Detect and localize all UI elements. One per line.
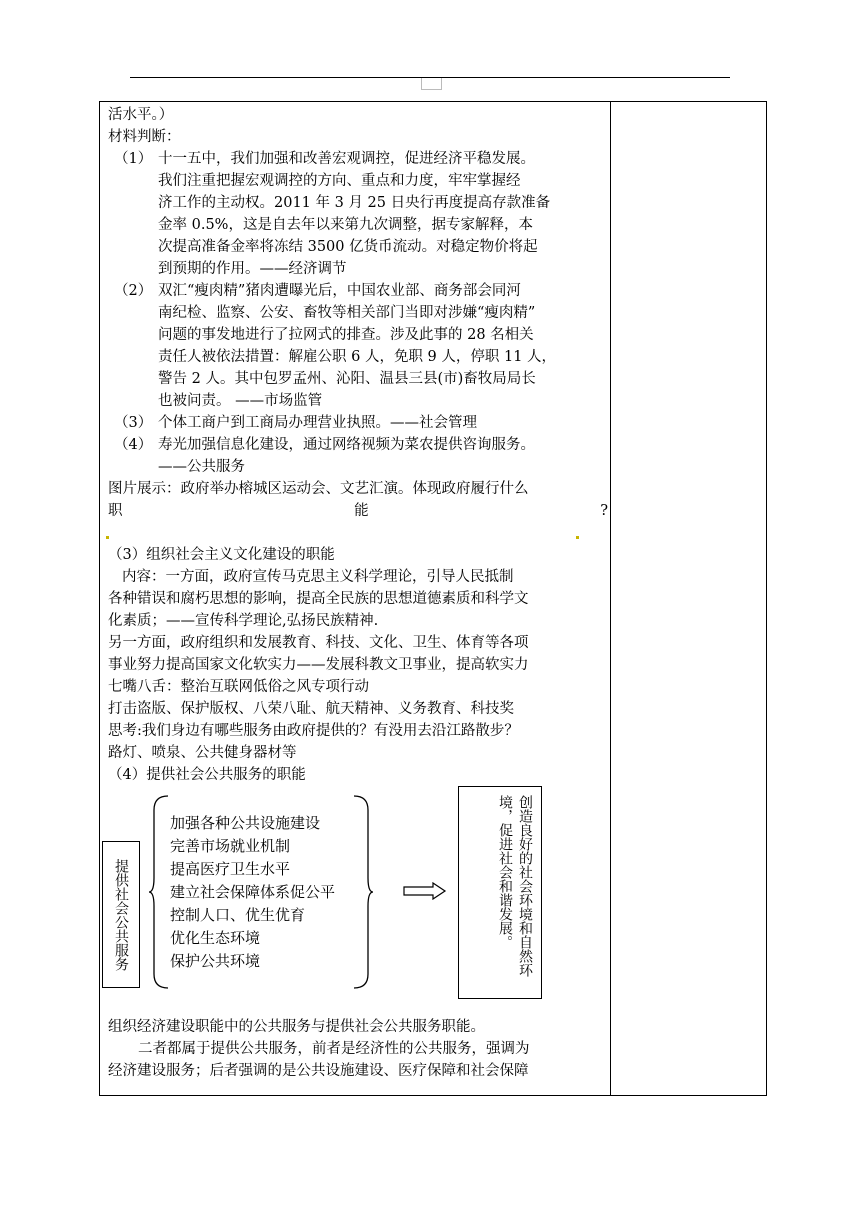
left-brace-icon: [148, 794, 170, 990]
item-line: 双汇“瘦肉精”猪肉遭曝光后，中国农业部、商务部会同河: [158, 283, 521, 299]
item-number: （1）: [114, 151, 153, 167]
item-line: 我们注重把握宏观调控的方向、重点和力度，牢牢掌握经: [158, 173, 521, 189]
item-number: （3）: [114, 415, 153, 431]
section-title: （4）提供社会公共服务的职能: [108, 767, 306, 783]
right-arrow-icon: [403, 882, 447, 900]
item-line: ——公共服务: [158, 459, 245, 475]
item-number: （2）: [114, 283, 153, 299]
main-cell-content: [108, 104, 608, 1082]
item-line: 南纪检、监察、公安、畜牧等相关部门当即对涉嫌“瘦肉精”: [158, 305, 536, 321]
text-line: 活水平。）: [108, 107, 174, 123]
text-line: 二者都属于提供公共服务，前者是经济性的公共服务，强调为: [138, 1041, 530, 1057]
diagram-item: 完善市场就业机制: [170, 837, 291, 855]
diagram-right-box: 创造良好的社会环境和自然环境，促进社会和谐发展。: [458, 786, 542, 999]
right-brace-icon: [352, 794, 374, 990]
picture-prompt-cont: [108, 500, 608, 522]
header-logo-mark: [421, 78, 442, 90]
diagram-left-box: 提供社会公共服务: [102, 841, 140, 988]
marker-dot: [106, 536, 109, 539]
diagram-item: 保护公共环境: [170, 952, 261, 970]
item-line: 寿光加强信息化建设，通过网络视频为菜农提供咨询服务。: [158, 437, 535, 453]
marker-dot: [576, 536, 579, 539]
picture-prompt: 图片展示：政府举办榕城区运动会、文艺汇演。体现政府履行什么: [108, 481, 529, 497]
item-line: 金率 0.5%，这是自去年以来第九次调整，据专家解释，本: [158, 217, 533, 233]
item-number: （4）: [114, 437, 153, 453]
text-line: 路灯、喷泉、公共健身器材等: [108, 745, 297, 761]
item-line: 问题的事发地进行了拉网式的排查。涉及此事的 28 名相关: [158, 327, 534, 343]
text-line: 化素质；——宣传科学理论,弘扬民族精神.: [108, 613, 379, 629]
diagram-item: 提高医疗卫生水平: [170, 860, 291, 878]
word: 职: [108, 503, 123, 519]
list-item: [108, 434, 608, 478]
word: ?: [600, 503, 608, 519]
item-line: 济工作的主动权。2011 年 3 月 25 日央行再度提高存款准备: [158, 195, 551, 211]
list-item: [108, 148, 608, 280]
public-service-diagram: [108, 786, 608, 1016]
summary-line: 组织经济建设职能中的公共服务与提供社会公共服务职能。: [108, 1019, 485, 1035]
text-line: 七嘴八舌：整治互联网低俗之风专项行动: [108, 679, 369, 695]
diagram-items: [170, 812, 335, 973]
diagram-item: 建立社会保障体系促公平: [170, 883, 336, 901]
text-line: 另一方面，政府组织和发展教育、科技、文化、卫生、体育等各项: [108, 635, 529, 651]
diagram-item: 优化生态环境: [170, 929, 261, 947]
material-heading: 材料判断：: [108, 129, 181, 145]
item-line: 十一五中，我们加强和改善宏观调控，促进经济平稳发展。: [158, 151, 535, 167]
item-line: 个体工商户到工商局办理营业执照。——社会管理: [158, 415, 477, 431]
item-line: 次提高准备金率将冻结 3500 亿货币流动。对稳定物价将起: [158, 239, 538, 255]
text-line: 经济建设服务；后者强调的是公共设施建设、医疗保障和社会保障: [108, 1063, 529, 1079]
word: 能: [354, 503, 369, 519]
item-line: 到预期的作用。——经济调节: [158, 261, 347, 277]
text-line: 事业努力提高国家文化软实力——发展科教文卫事业，提高软实力: [108, 657, 529, 673]
column-divider: [610, 101, 611, 1096]
section-title: （3）组织社会主义文化建设的职能: [108, 547, 335, 563]
text-line: 思考:我们身边有哪些服务由政府提供的？有没用去沿江路散步？: [108, 723, 519, 739]
item-line: 警告 2 人。其中包罗孟州、沁阳、温县三县(市)畜牧局局长: [158, 371, 536, 387]
diagram-item: 控制人口、优生优育: [170, 906, 306, 924]
list-item: [108, 412, 608, 434]
item-line: 也被问责。 ——市场监管: [158, 393, 323, 409]
item-line: 责任人被依法措置：解雇公职 6 人，免职 9 人，停职 11 人，: [158, 349, 557, 365]
text-line: 打击盗版、保护版权、八荣八耻、航天精神、义务教育、科技奖: [108, 701, 514, 717]
text-line: 内容：一方面，政府宣传马克思主义科学理论，引导人民抵制: [122, 569, 514, 585]
diagram-item: 加强各种公共设施建设: [170, 814, 321, 832]
text-line: 各种错误和腐朽思想的影响，提高全民族的思想道德素质和科学文: [108, 591, 529, 607]
list-item: [108, 280, 608, 412]
marker-row: [108, 522, 608, 544]
